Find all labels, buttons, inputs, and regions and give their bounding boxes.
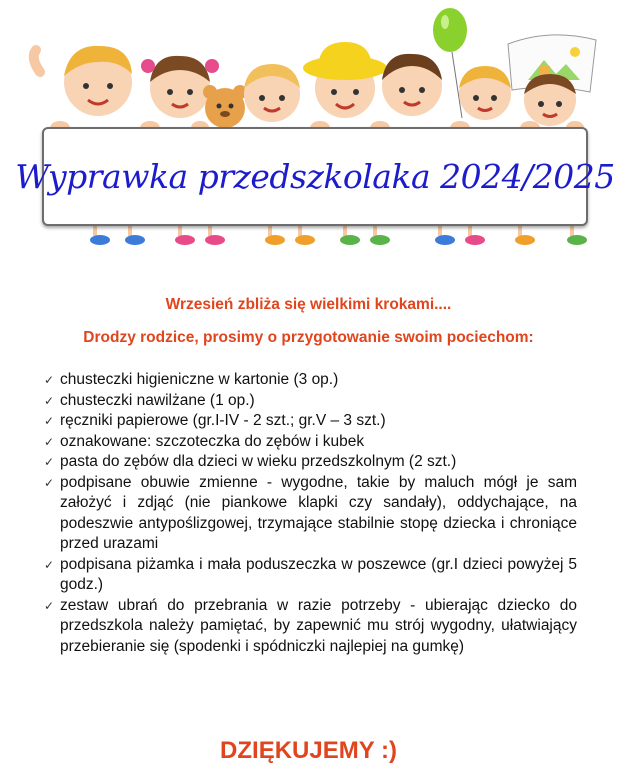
intro-line-2: Drodzy rodzice, prosimy o przygotowanie swoim pociechom: [83,329,534,346]
check-icon: ✓ [44,414,55,428]
list-item-text: ręczniki papierowe (gr.I-IV - 2 szt.; gr.V – 3 szt.) [60,412,386,429]
thanks-text: DZIĘKUJEMY :) [220,737,397,764]
check-icon: ✓ [44,434,55,449]
list-item-text: podpisane obuwie zmienne - wygodne, takie by maluch mógł je sam założyć i zdjąć (nie piankowe klapki czy sandały), oddychające, na podeszwie antypoślizgowej, trzymające stabilnie stopę dziecka i chroniące przed urazami [60,473,577,552]
list-item-text: zestaw ubrań do przebrania w razie potrzeby - ubierając dziecko do przedszkola należy pamiętać, by zapewnić mu strój wygodny, ułatwiający przebieranie się (spodenki i spódniczki najlepiej na gumkę) [60,596,577,655]
check-icon: ✓ [44,598,55,613]
list-item [44,411,577,432]
check-icon: ✓ [44,393,55,408]
list-item [44,391,577,412]
check-icon: ✓ [44,455,55,469]
check-icon: ✓ [44,557,55,572]
child-face-5-icon [382,54,442,116]
supplies-checklist [44,370,577,657]
check-icon: ✓ [44,475,55,490]
check-icon: ✓ [44,373,55,387]
list-item [44,596,577,658]
child-face-1-icon [34,46,132,116]
child-face-3-icon [244,64,300,122]
list-item [44,555,577,596]
child-face-4-hat-icon [303,42,387,118]
list-item-text: oznakowane: szczoteczka do zębów i kubek [60,432,365,450]
list-item [44,370,577,391]
list-item-text: chusteczki nawilżane (1 op.) [60,391,255,409]
list-item [44,432,577,453]
child-face-7-icon [524,74,576,126]
list-item-text: pasta do zębów dla dzieci w wieku przedszkolnym (2 szt.) [60,453,457,470]
list-item-text: podpisana piżamka i mała poduszeczka w poszewce (gr.I dzieci powyżej 5 godz.) [60,555,577,593]
list-item-text: chusteczki higieniczne w kartonie (3 op.) [60,371,339,388]
list-item [44,452,577,473]
title-banner [15,127,615,226]
page-title: Wyprawka przedszkolaka 2024/2025 [15,157,615,196]
intro-line-1: Wrzesień zbliża się wielkimi krokami.... [165,296,452,313]
list-item [44,473,577,555]
child-face-6-icon [459,66,511,120]
teddy-bear-icon [203,85,247,128]
